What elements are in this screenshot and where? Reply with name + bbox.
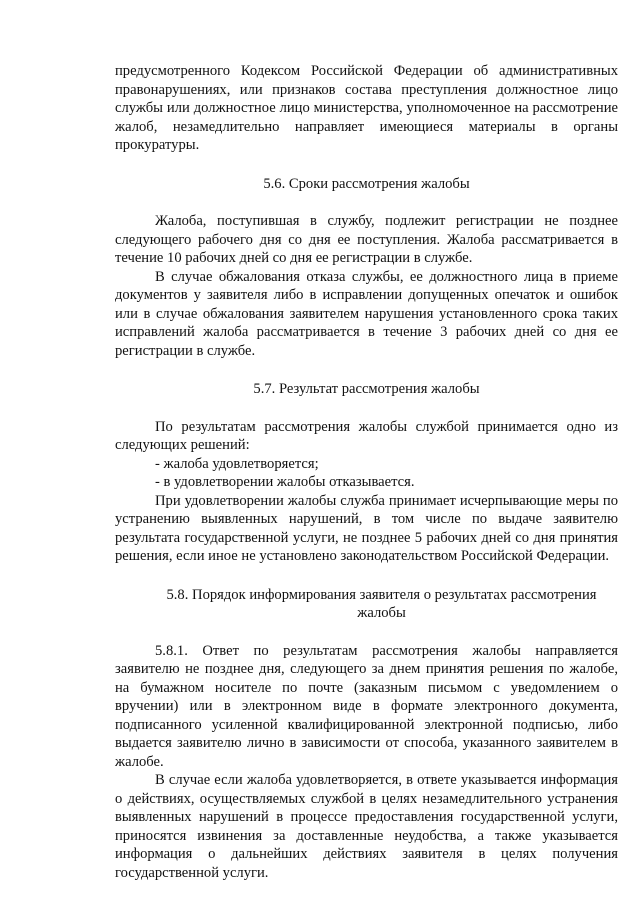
list-item: - жалоба удовлетворяется; (155, 455, 319, 472)
section-5-7-lead: По результатам рассмотрения жалобы службой принимается одно из следующих решений: (115, 418, 618, 453)
section-5-8-paragraph: В случае если жалоба удовлетворяется, в ответе указывается информация о действиях, осуществляемых службой в целях незамедлительного устранения выявленных нарушений в процессе предоставления государственной услуги, приносятся извинения за доставленные неудобства, а также указывается информация о дальнейших действиях заявителя в целях получения государственной услуги. (115, 772, 618, 881)
section-5-6-heading: 5.6. Сроки рассмотрения жалобы (263, 175, 470, 192)
section-5-7-closing: При удовлетворении жалобы служба принимает исчерпывающие меры по устранению выявленных нарушений, в том числе по выдаче заявителю результата государственной услуги, не позднее 5 рабочих дней со дня принятия решения, если иное не установлено законодательством Российской Федерации. (115, 492, 618, 564)
section-5-6-paragraph: В случае обжалования отказа службы, ее должностного лица в приеме документов у заявителя либо в исправлении допущенных опечаток и ошибок или в случае обжалования заявителем нарушения установленного срока таких исправлений жалоба рассматривается в течение 3 рабочих дней со дня ее регистрации в службе. (115, 268, 618, 359)
section-5-8-paragraph: 5.8.1. Ответ по результатам рассмотрения жалобы направляется заявителю не позднее дня, следующего за днем принятия решения по жалобе, на бумажном носителе по почте (заказным письмом с уведомлением о вручении) или в электронном виде в формате электронного документа, подписанного усиленной квалифицированной электронной подписью, либо выдается заявителю лично в зависимости от способа, указанного заявителем в жалобе. (115, 642, 618, 770)
section-5-8-heading: 5.8. Порядок информирования заявителя о результатах рассмотрения жалобы (166, 586, 597, 621)
section-5-6-paragraph: Жалоба, поступившая в службу, подлежит регистрации не позднее следующего рабочего дня со дня ее поступления. Жалоба рассматривается в течение 10 рабочих дней со дня ее регистрации в службе. (115, 213, 618, 266)
document-page (115, 62, 618, 882)
section-5-7-heading: 5.7. Результат рассмотрения жалобы (253, 381, 480, 397)
list-item: - в удовлетворении жалобы отказывается. (155, 474, 415, 490)
intro-paragraph: предусмотренного Кодексом Российской Федерации об административных правонарушениях, или признаков состава преступления должностное лицо службы или должностное лицо министерства, уполномоченное на рассмотрение жалоб, незамедлительно направляет имеющиеся материалы в органы прокуратуры. (115, 63, 618, 153)
